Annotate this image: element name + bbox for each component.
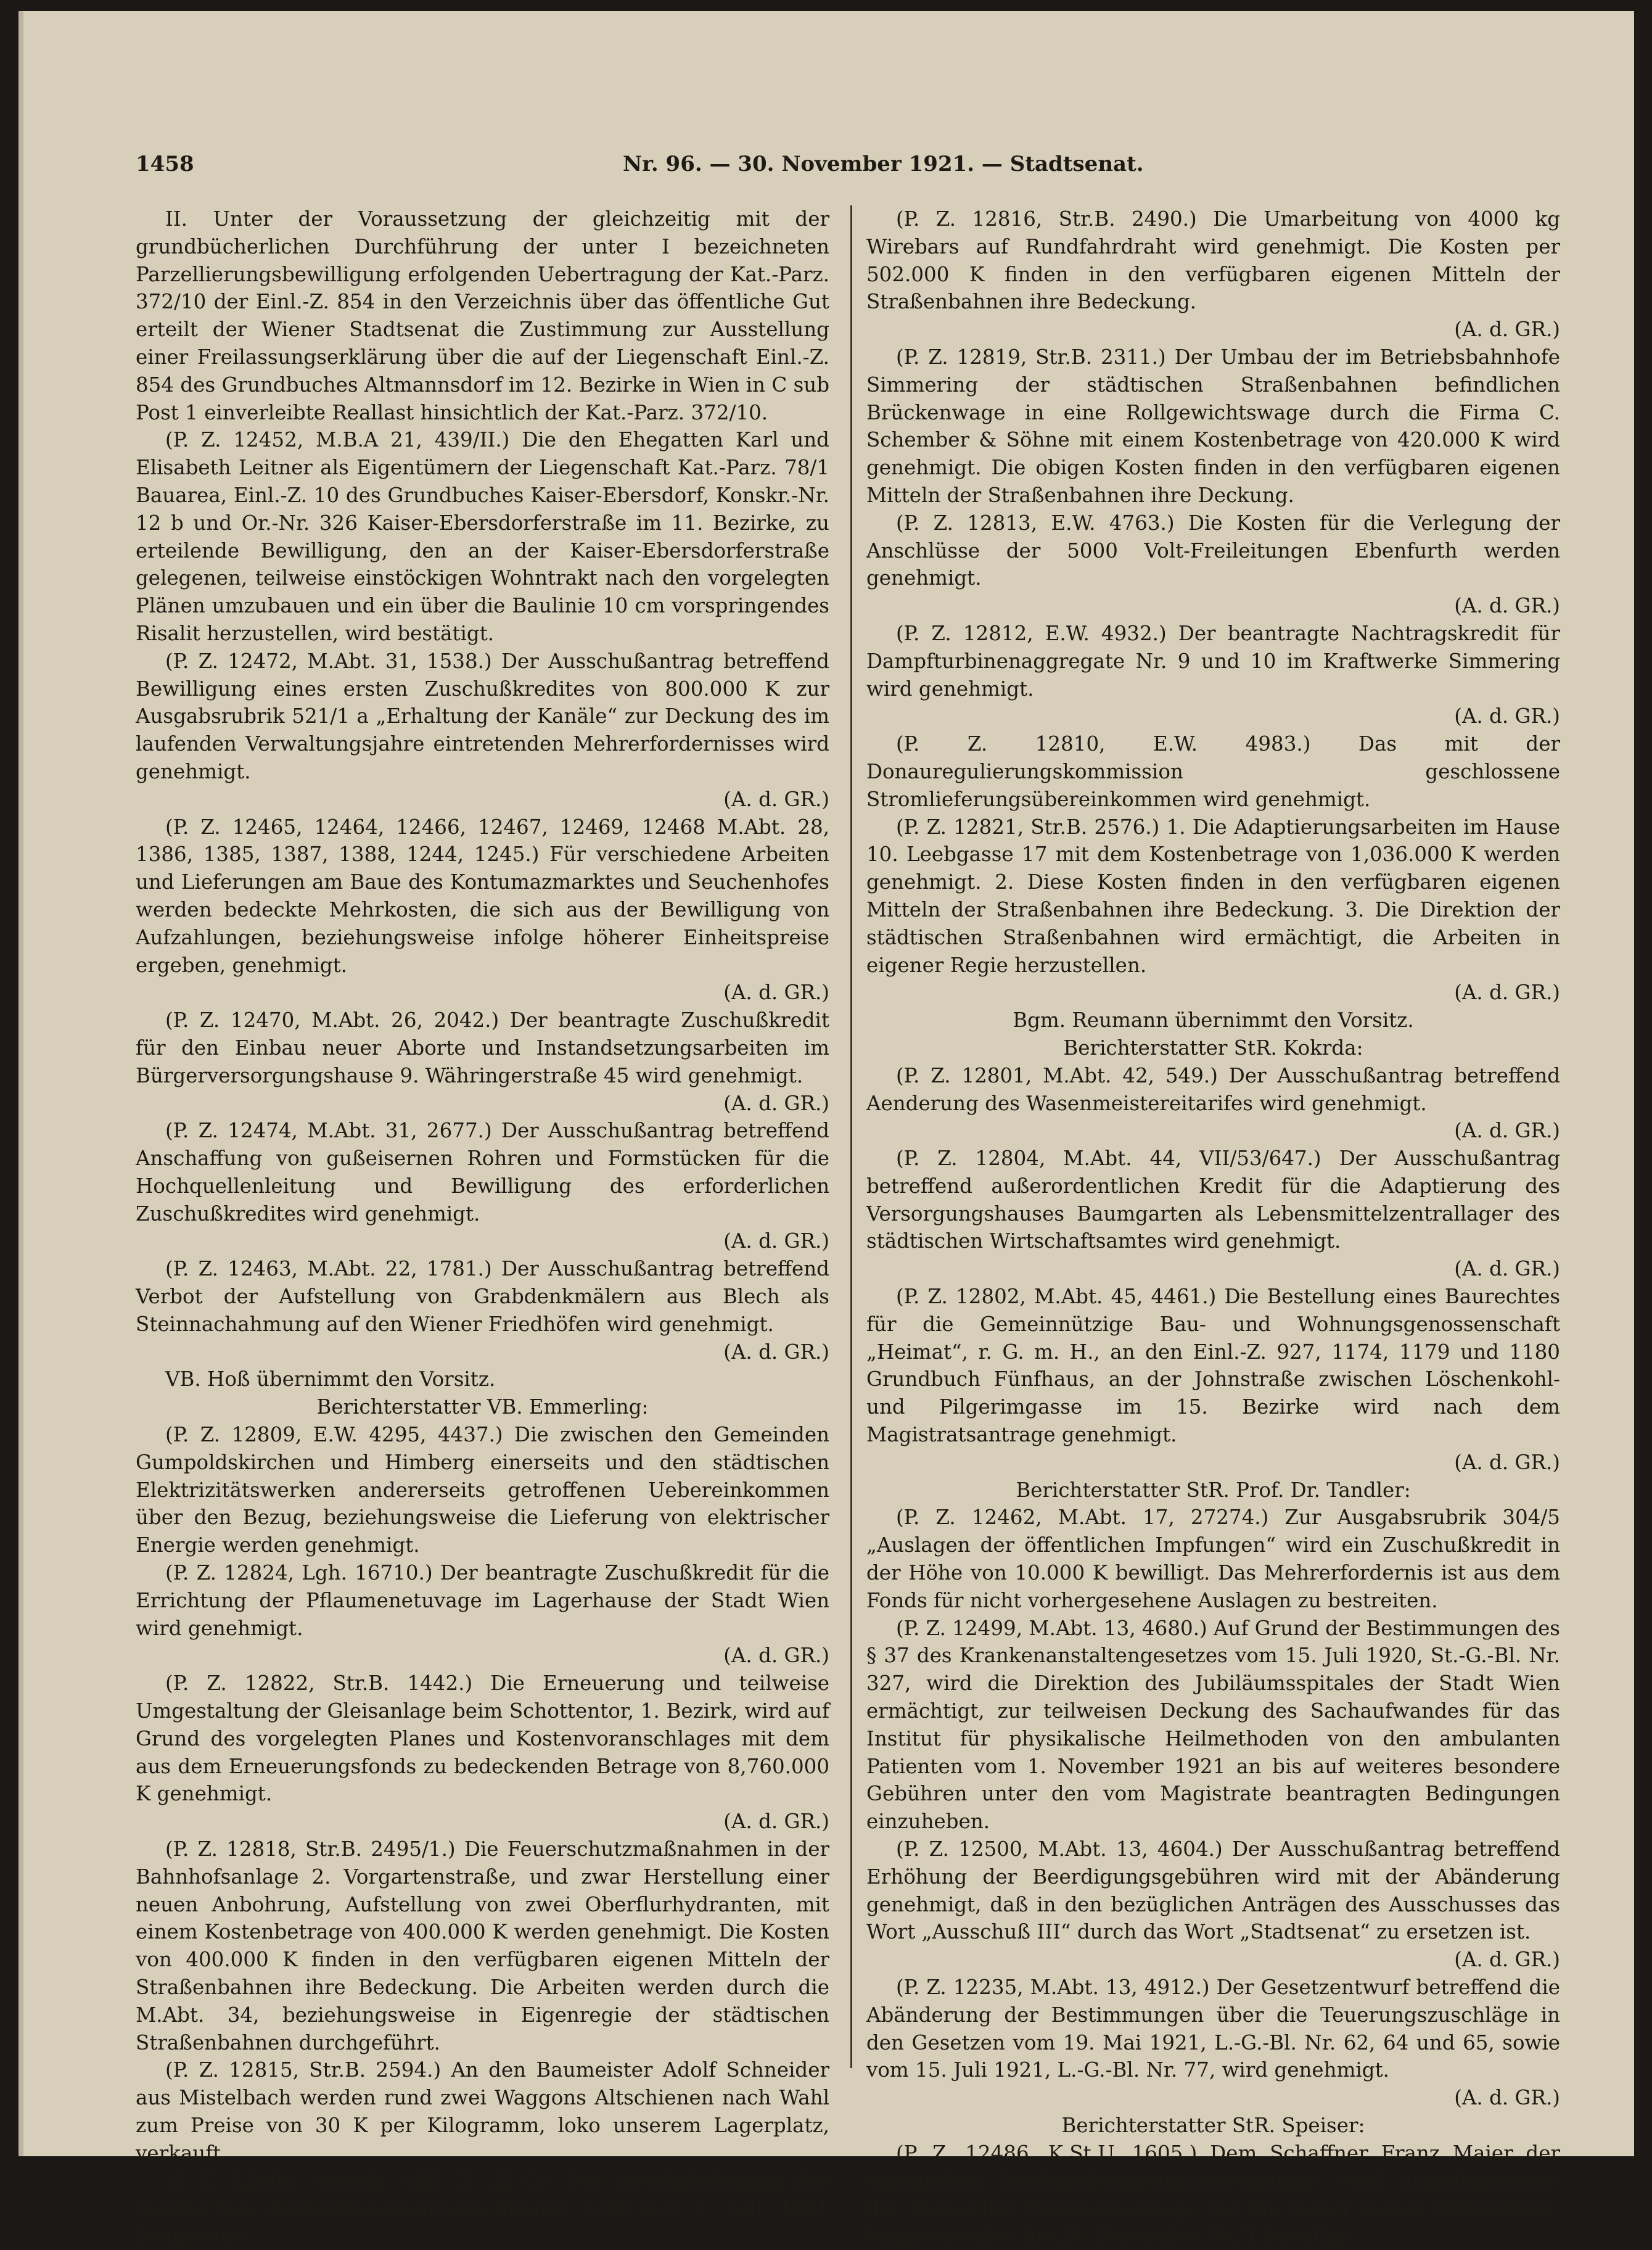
committee-note: (A. d. GR.) (723, 1091, 829, 1115)
committee-note: (A. d. GR.) (1454, 1119, 1560, 1143)
rapporteur-heading: Berichterstatter StR. Speiser: (1061, 2113, 1365, 2137)
paragraph: (P. Z. 12474, M.Abt. 31, 2677.) Der Ausschußantrag betreffend Anschaffung von gußeisernen Rohren und Formstücken für die Hochquellenleitung und Bewilligung des erforderlichen Zuschußkredites wird genehmigt. (136, 1119, 829, 1226)
paragraph: (P. Z. 12802, M.Abt. 45, 4461.) Die Bestellung eines Baurechtes für die Gemeinnützige Bau- und Wohnungsgenossenschaft „Heimat“, r. G. m. H., an den Einl.-Z. 927, 1174, 1179 und 1180 Grundbuch Fünfhaus, an der Johnstraße zwischen Löschenkohl- und Pilgerimgasse im 15. Bezirke wird nach dem Magistratsantrage genehmigt. (866, 1285, 1560, 1447)
paragraph: (P. Z. 12465, 12464, 12466, 12467, 12469, 12468 M.Abt. 28, 1386, 1385, 1387, 1388, 1244, 1245.) Für verschiedene Arbeiten und Lieferungen am Baue des Kontumazmarktes und Seuchenhofes werden bedeckte Mehrkosten, die sich aus der Bewilligung von Aufzahlungen, beziehungsweise infolge höherer Einheitspreise ergeben, genehmigt. (136, 815, 829, 977)
paragraph: (P. Z. 12486, K.St.U. 1605.) Dem Schaffner Franz Maier der städtischen Kraftstellwagenunternehmung wird ausnahmsweise der Bezug der Teuerungszulage auf die Dauer seiner Erkrankung, längstens aber bis 24. Dezember 1921 bewilligt. (866, 2141, 1560, 2248)
committee-note: (A. d. GR.) (723, 1810, 829, 1834)
chair-change-note: VB. Hoß übernimmt den Vorsitz. (165, 1367, 496, 1391)
paragraph: (P. Z. 12812, E.W. 4932.) Der beantragte Nachtragskredit für Dampfturbinenaggregate Nr. 9 und 10 im Kraftwerke Simmering wird genehmigt. (866, 621, 1560, 701)
paragraph: (P. Z. 12824, Lgh. 16710.) Der beantragte Zuschußkredit für die Errichtung der Pflaumenetuvage im Lagerhause der Stadt Wien wird genehmigt. (136, 1561, 829, 1640)
paragraph: (P. Z. 12463, M.Abt. 22, 1781.) Der Ausschußantrag betreffend Verbot der Aufstellung von Grabdenkmälern aus Blech als Steinnachahmung auf den Wiener Friedhöfen wird genehmigt. (136, 1257, 829, 1336)
committee-note: (A. d. GR.) (1454, 318, 1560, 342)
committee-note: (A. d. GR.) (723, 1644, 829, 1668)
committee-note: (A. d. GR.) (1454, 1257, 1560, 1281)
paragraph: (P. Z. 12816, Str.B. 2490.) Die Umarbeitung von 4000 kg Wirebars auf Rundfahrdraht wird genehmigt. Die Kosten per 502.000 K finden in den verfügbaren eigenen Mitteln der Straßenbahnen ihre Bedeckung. (866, 207, 1560, 314)
paragraph: (P. Z. 12818, Str.B. 2495/1.) Die Feuerschutzmaßnahmen in der Bahnhofsanlage 2. Vorgartenstraße, und zwar Herstellung einer neuen Anbohrung, Aufstellung von zwei Oberflurhydranten, mit einem Kostenbetrage von 400.000 K werden genehmigt. Die Kosten von 400.000 K finden in den verfügbaren eigenen Mitteln der Straßenbahnen ihre Bedeckung. Die Arbeiten werden durch die M.Abt. 34, beziehungsweise in Eigenregie der städtischen Straßenbahnen durchgeführt. (136, 1837, 829, 2054)
paragraph: (P. Z. 12470, M.Abt. 26, 2042.) Der beantragte Zuschußkredit für den Einbau neuer Aborte und Instandsetzungsarbeiten im Bürgerversorgungshause 9. Währingerstraße 45 wird genehmigt. (136, 1008, 829, 1087)
left-column (136, 205, 829, 2250)
paragraph: (P. Z. 12801, M.Abt. 42, 549.) Der Ausschußantrag betreffend Aenderung des Wasenmeistereitarifes wird genehmigt. (866, 1063, 1560, 1115)
committee-note: (A. d. GR.) (1454, 981, 1560, 1005)
committee-note: (A. d. GR.) (723, 1340, 829, 1364)
paragraph: II. Unter der Voraussetzung der gleichzeitig mit der grundbücherlichen Durchführung der unter I bezeichneten Parzellierungsbewilligung erfolgenden Uebertragung der Kat.-Parz. 372/10 der Einl.-Z. 854 in den Verzeichnis über das öffentliche Gut erteilt der Wiener Stadtsenat die Zustimmung zur Ausstellung einer Freilassungserklärung über die auf der Liegenschaft Einl.-Z. 854 des Grundbuches Altmannsdorf im 12. Bezirke in Wien in C sub Post 1 einverleibte Reallast hinsichtlich der Kat.-Parz. 372/10. (136, 207, 829, 424)
paragraph: (P. Z. 12821, Str.B. 2576.) 1. Die Adaptierungsarbeiten im Hause 10. Leebgasse 17 mit dem Kostenbetrage von 1,036.000 K werden genehmigt. 2. Diese Kosten finden in den verfügbaren eigenen Mitteln der Straßenbahnen ihre Bedeckung. 3. Die Direktion der städtischen Straßenbahnen wird ermächtigt, die Arbeiten in eigener Regie herzustellen. (866, 815, 1560, 977)
committee-note: (A. d. GR.) (1454, 2086, 1560, 2110)
rapporteur-heading: Berichterstatter VB. Emmerling: (316, 1395, 649, 1419)
rapporteur-heading: Berichterstatter StR. Prof. Dr. Tandler: (1016, 1478, 1411, 1502)
committee-note: (A. d. GR.) (1454, 594, 1560, 618)
paragraph: (P. Z. 12819, Str.B. 2311.) Der Umbau der im Betriebsbahnhofe Simmering der städtischen Straßenbahnen befindlichen Brückenwage in eine Rollgewichtswage durch die Firma C. Schember & Söhne mit einem Kostenbetrage von 420.000 K wird genehmigt. Die obigen Kosten finden in den verfügbaren eigenen Mitteln der Straßenbahnen ihre Deckung. (866, 345, 1560, 507)
right-column (866, 205, 1560, 2250)
issue-title: Nr. 96. — 30. November 1921. — Stadtsenat. (623, 152, 1144, 176)
paragraph: (P. Z. 12235, M.Abt. 13, 4912.) Der Gesetzentwurf betreffend die Abänderung der Bestimmungen über die Teuerungszuschläge in den Gesetzen vom 19. Mai 1921, L.-G.-Bl. Nr. 62, 64 und 65, sowie vom 15. Juli 1921, L.-G.-Bl. Nr. 77, wird genehmigt. (866, 1976, 1560, 2082)
paragraph: (P. Z. 12804, M.Abt. 44, VII/53/647.) Der Ausschußantrag betreffend außerordentlichen Kredit für die Adaptierung des Versorgungshauses Baumgarten als Lebensmittelzentrallager des städtischen Wirtschaftsamtes wird genehmigt. (866, 1147, 1560, 1253)
paragraph: (P. Z. 12810, E.W. 4983.) Das mit der Donauregulierungskommission geschlossene Stromlieferungsübereinkommen wird genehmigt. (866, 732, 1560, 811)
paragraph: (P. Z. 12815, Str.B. 2594.) An den Baumeister Adolf Schneider aus Mistelbach werden rund zwei Waggons Altschienen nach Wahl zum Preise von 30 K per Kilogramm, loko unserem Lagerplatz, verkauft. (136, 2058, 829, 2165)
committee-note: (A. d. GR.) (1454, 704, 1560, 728)
paragraph: (P. Z. 12462, M.Abt. 17, 27274.) Zur Ausgabsrubrik 304/5 „Auslagen der öffentlichen Impfungen“ wird ein Zuschußkredit in der Höhe von 10.000 K bewilligt. Das Mehrerfordernis ist aus dem Fonds für nicht vorhergesehene Auslagen zu bestreiten. (866, 1506, 1560, 1612)
chair-change-note: Bgm. Reumann übernimmt den Vorsitz. (1013, 1008, 1414, 1032)
newspaper-page (18, 11, 1634, 2248)
committee-note: (A. d. GR.) (723, 981, 829, 1005)
committee-note: (A. d. GR.) (723, 787, 829, 811)
page-number: 1458 (136, 152, 194, 176)
rapporteur-heading: Berichterstatter StR. Kokrda: (1063, 1036, 1363, 1060)
paragraph: (P. Z. 12452, M.B.A 21, 439/II.) Die den Ehegatten Karl und Elisabeth Leitner als Eigentümern der Liegenschaft Kat.-Parz. 78/1 Bauarea, Einl.-Z. 10 des Grundbuches Kaiser-Ebersdorf, Konskr.-Nr. 12 b und Or.-Nr. 326 Kaiser-Ebersdorferstraße im 11. Bezirke, zu erteilende Bewilligung, den an der Kaiser-Ebersdorferstraße gelegenen, teilweise einstöckigen Wohntrakt nach den vorgelegten Plänen umzubauen und ein über die Baulinie 10 cm vorspringendes Risalit herzustellen, wird bestätigt. (136, 428, 829, 645)
committee-note: (A. d. GR.) (1454, 1450, 1560, 1474)
paragraph: (P. Z. 12805, Aussch. VIII, Z. 2273.) Der Geschäftsbeginn der städtischen Ankündigungsunternehmung wird mit 1. Juli 1921 festgesetzt. (136, 2169, 829, 2248)
committee-note: (A. d. GR.) (1454, 1948, 1560, 1972)
paragraph: (P. Z. 12472, M.Abt. 31, 1538.) Der Ausschußantrag betreffend Bewilligung eines ersten Zuschußkredites von 800.000 K zur Ausgabsrubrik 521/1 a „Erhaltung der Kanäle“ zur Deckung des im laufenden Verwaltungsjahre eintretenden Mehrerfordernisses wird genehmigt. (136, 649, 829, 783)
page-edge-shadow (18, 11, 23, 2156)
paragraph: (P. Z. 12500, M.Abt. 13, 4604.) Der Ausschußantrag betreffend Erhöhung der Beerdigungsgebühren wird mit der Abänderung genehmigt, daß in den bezüglichen Anträgen des Ausschusses das Wort „Ausschuß III“ durch das Wort „Stadtsenat“ zu ersetzen ist. (866, 1837, 1560, 1944)
paragraph: (P. Z. 12809, E.W. 4295, 4437.) Die zwischen den Gemeinden Gumpoldskirchen und Himberg einerseits und den städtischen Elektrizitätswerken andererseits getroffenen Uebereinkommen über den Bezug, beziehungsweise die Lieferung von elektrischer Energie werden genehmigt. (136, 1423, 829, 1557)
column-divider (850, 205, 852, 2068)
committee-note: (A. d. GR.) (723, 1229, 829, 1253)
paragraph: (P. Z. 12499, M.Abt. 13, 4680.) Auf Grund der Bestimmungen des § 37 des Krankenanstaltengesetzes vom 15. Juli 1920, St.-G.-Bl. Nr. 327, wird die Direktion des Jubiläumsspitales der Stadt Wien ermächtigt, zur teilweisen Deckung des Sachaufwandes für das Institut für physikalische Heilmethoden von den ambulanten Patienten vom 1. November 1921 an bis auf weiteres besondere Gebühren unter den vom Magistrate beantragten Bedingungen einzuheben. (866, 1616, 1560, 1834)
page-header (136, 152, 1560, 189)
paragraph: (P. Z. 12822, Str.B. 1442.) Die Erneuerung und teilweise Umgestaltung der Gleisanlage beim Schottentor, 1. Bezirk, wird auf Grund des vorgelegten Planes und Kostenvoranschlages mit dem aus dem Erneuerungsfonds zu bedeckenden Betrage von 8,760.000 K genehmigt. (136, 1671, 829, 1806)
paragraph: (P. Z. 12813, E.W. 4763.) Die Kosten für die Verlegung der Anschlüsse der 5000 Volt-Freileitungen Ebenfurth werden genehmigt. (866, 511, 1560, 590)
